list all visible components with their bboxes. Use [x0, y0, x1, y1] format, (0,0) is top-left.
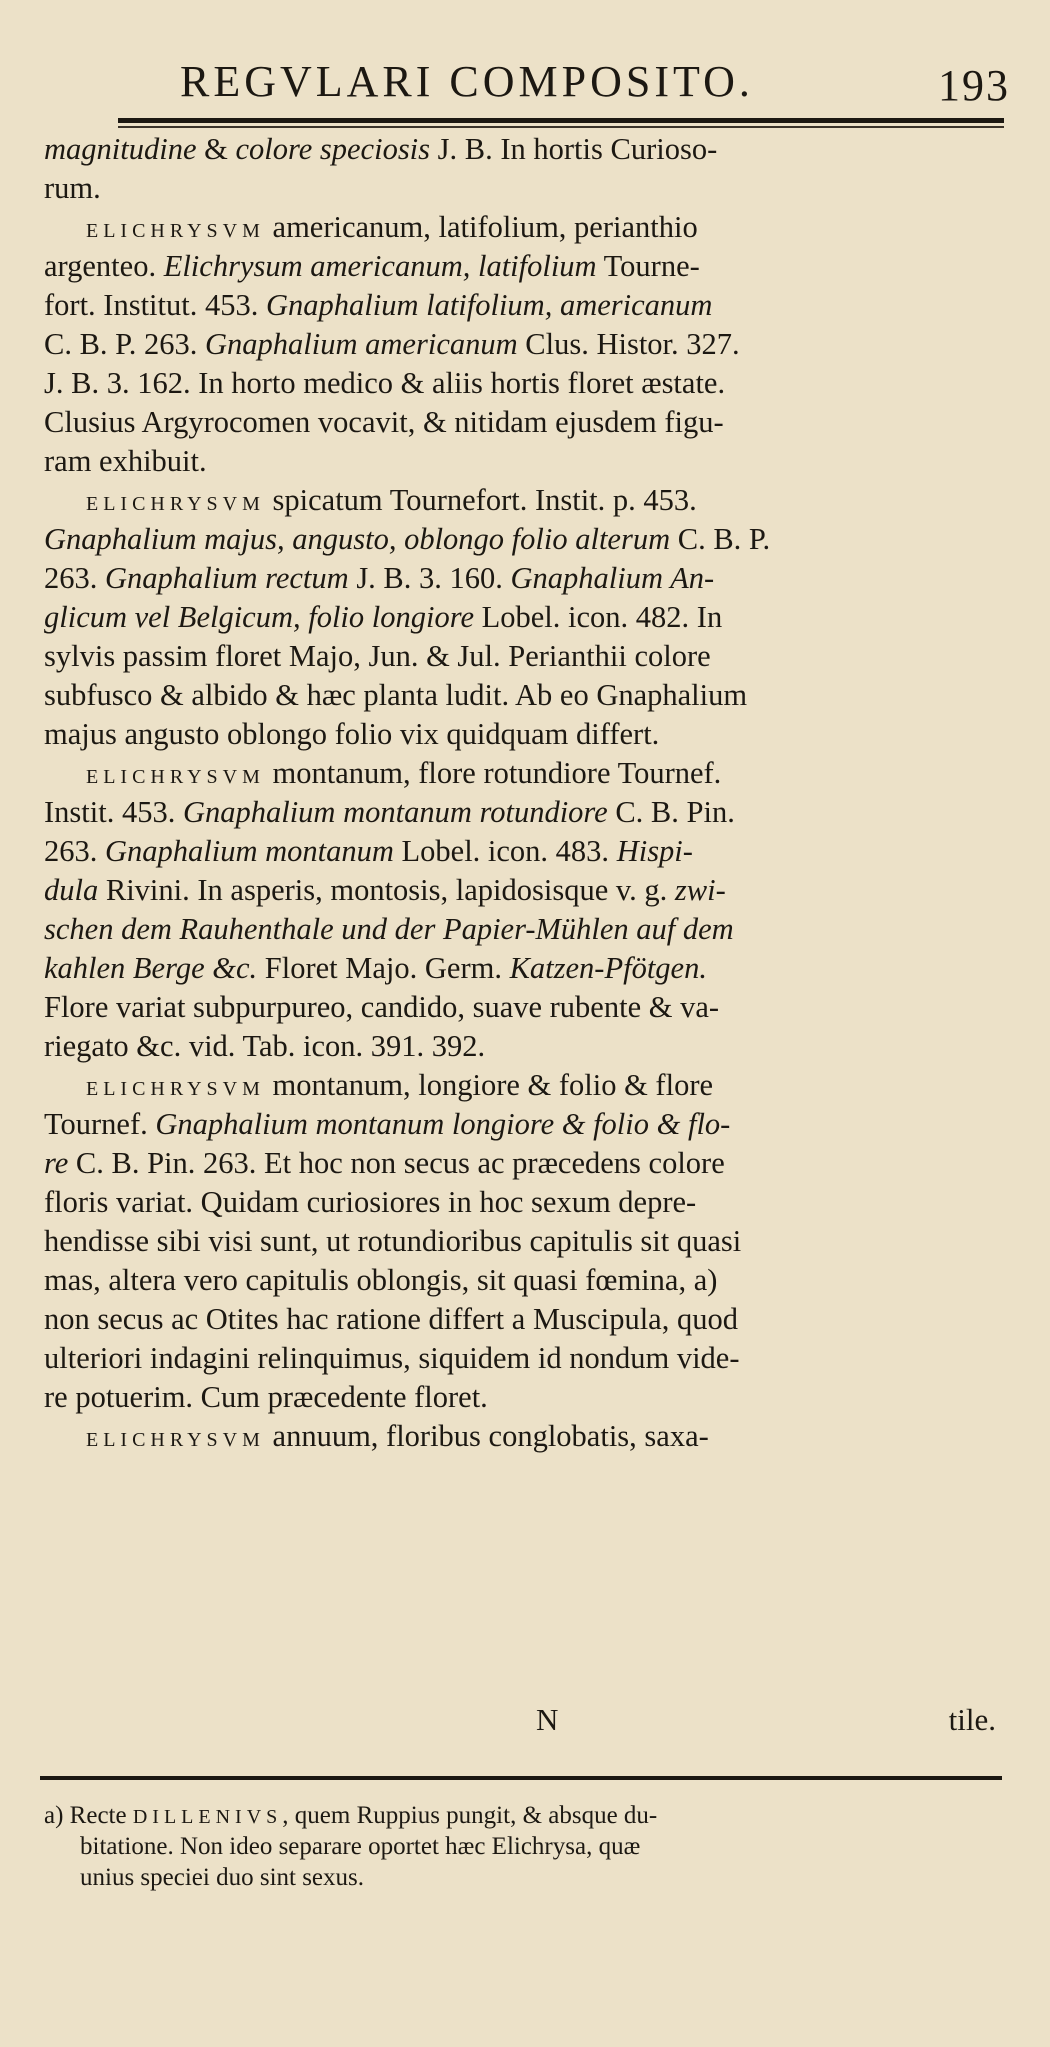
roman-run: spicatum Tournefort. Instit. p. 453.: [264, 483, 697, 517]
footnote-rule: [40, 1776, 1002, 1780]
small-caps-run: ELICHRYSVM: [86, 220, 265, 242]
small-caps-run: ELICHRYSVM: [86, 493, 265, 515]
italic-run: Gnaphalium montanum longiore & folio & flo-: [155, 1107, 731, 1141]
text-line: [44, 1339, 1002, 1378]
roman-run: C. B. P. 263.: [44, 327, 206, 361]
italic-run: Gnaphalium latifolium, americanum: [265, 288, 713, 322]
roman-run: riegato &c. vid. Tab. icon. 391. 392.: [44, 1029, 486, 1063]
roman-run: Clusius Argyrocomen vocavit, & nitidam ejusdem figu-: [44, 405, 724, 439]
page-number: 193: [938, 61, 1010, 110]
roman-run: Clus. Histor. 327.: [517, 327, 740, 361]
catch-line: [44, 1702, 1002, 1742]
header-rule: [118, 118, 1004, 123]
main-text: [44, 130, 1002, 1456]
text-line: [44, 637, 1002, 676]
roman-run: C. B. Pin.: [607, 795, 735, 829]
italic-run: Hispi-: [616, 834, 693, 868]
text-line: [44, 559, 1002, 598]
italic-run: magnitudine: [44, 132, 197, 166]
roman-run: J. B. 3. 160.: [348, 561, 511, 595]
italic-run: Gnaphalium americanum: [205, 327, 518, 361]
roman-run: majus angusto oblongo folio vix quidquam differt.: [44, 717, 660, 751]
small-caps-run: ELICHRYSVM: [86, 1078, 265, 1100]
roman-run: annuum, floribus conglobatis, saxa-: [264, 1419, 709, 1453]
text-line: [44, 988, 1002, 1027]
entry-line-elichrysum-montanum-longiore: [44, 1066, 1002, 1105]
roman-run: floris variat. Quidam curiosiores in hoc sexum depre-: [44, 1185, 697, 1219]
roman-run: J. B. 3. 162. In horto medico & aliis hortis floret æstate.: [44, 366, 726, 400]
entry-line-elichrysum-spicatum: [44, 481, 1002, 520]
text-line: [44, 1105, 1002, 1144]
italic-run: dula: [44, 873, 99, 907]
text-line: [44, 325, 1002, 364]
text-line: [44, 598, 1002, 637]
roman-run: sylvis passim floret Majo, Jun. & Jul. Perianthii colore: [44, 639, 711, 673]
roman-run: C. B. Pin. 263. Et hoc non secus ac præcedens colore: [68, 1146, 725, 1180]
italic-run: Katzen-Pfötgen.: [509, 951, 707, 985]
footnote-line: [44, 1831, 1002, 1862]
text-line: [44, 1144, 1002, 1183]
roman-run: subfusco & albido & hæc planta ludit. Ab eo Gnaphalium: [44, 678, 748, 712]
signature-mark: N: [536, 1702, 559, 1737]
roman-run: bitatione. Non ideo separare oportet hæc Elichrysa, quæ: [80, 1833, 641, 1860]
roman-run: a) Recte: [44, 1802, 133, 1829]
roman-run: non secus ac Otites hac ratione differt a Muscipula, quod: [44, 1302, 738, 1336]
italic-run: Gnaphalium An-: [510, 561, 715, 595]
roman-run: Rivini. In asperis, montosis, lapidosisque v. g.: [98, 873, 675, 907]
roman-run: unius speciei duo sint sexus.: [80, 1864, 365, 1891]
roman-run: Lobel. icon. 483.: [393, 834, 617, 868]
roman-run: Tournef.: [44, 1107, 156, 1141]
text-line: [44, 910, 1002, 949]
text-line: [44, 520, 1002, 559]
entry-line-elichrysum-annuum: [44, 1417, 1002, 1456]
roman-run: 263.: [44, 561, 105, 595]
small-caps-run: ELICHRYSVM: [86, 766, 265, 788]
footnote-line: [44, 1800, 1002, 1831]
text-line: [44, 1222, 1002, 1261]
roman-run: montanum, longiore & folio & flore: [264, 1068, 714, 1102]
small-caps-run: DILLENIVS: [132, 1806, 283, 1828]
roman-run: Tourne-: [596, 249, 700, 283]
text-line: [44, 1300, 1002, 1339]
page-header: [180, 46, 1010, 116]
text-line: [44, 1027, 1002, 1066]
text-line: [44, 286, 1002, 325]
text-line: [44, 1183, 1002, 1222]
text-line: [44, 715, 1002, 754]
text-line: [44, 442, 1002, 481]
text-line: [44, 676, 1002, 715]
italic-run: zwi-: [674, 873, 726, 907]
italic-run: colore speciosis: [235, 132, 431, 166]
italic-run: schen dem Rauhenthale und der Papier-Mühlen auf dem: [44, 912, 734, 946]
text-line: [44, 949, 1002, 988]
roman-run: rum.: [44, 171, 101, 205]
text-line: [44, 364, 1002, 403]
roman-run: C. B. P.: [670, 522, 771, 556]
roman-run: hendisse sibi visi sunt, ut rotundioribus capitulis sit quasi: [44, 1224, 742, 1258]
text-line: [44, 130, 1002, 169]
entry-line-elichrysum-americanum: [44, 208, 1002, 247]
roman-run: montanum, flore rotundiore Tournef.: [264, 756, 722, 790]
italic-run: Gnaphalium majus, angusto, oblongo folio alterum: [44, 522, 671, 556]
text-line: [44, 1378, 1002, 1417]
text-line: [44, 1261, 1002, 1300]
running-title: REGVLARI COMPOSITO.: [180, 57, 754, 106]
roman-run: Lobel. icon. 482. In: [474, 600, 723, 634]
roman-run: fort. Institut. 453.: [44, 288, 266, 322]
roman-run: argenteo.: [44, 249, 164, 283]
text-line: [44, 871, 1002, 910]
italic-run: Gnaphalium rectum: [105, 561, 349, 595]
catchword: tile.: [948, 1702, 996, 1737]
roman-run: ram exhibuit.: [44, 444, 207, 478]
text-line: [44, 832, 1002, 871]
small-caps-run: ELICHRYSVM: [86, 1429, 265, 1451]
italic-run: kahlen Berge &c.: [44, 951, 258, 985]
footnote-line: [44, 1862, 1002, 1893]
roman-run: Instit. 453.: [44, 795, 183, 829]
text-line: [44, 403, 1002, 442]
roman-run: americanum, latifolium, perianthio: [264, 210, 698, 244]
italic-run: re: [44, 1146, 69, 1180]
text-line: [44, 793, 1002, 832]
roman-run: ulteriori indagini relinquimus, siquidem id nondum vide-: [44, 1341, 740, 1375]
italic-run: Gnaphalium montanum rotundiore: [182, 795, 608, 829]
text-line: [44, 169, 1002, 208]
roman-run: Floret Majo. Germ.: [257, 951, 510, 985]
footnote: [44, 1800, 1002, 1893]
italic-run: glicum vel Belgicum, folio longiore: [44, 600, 475, 634]
roman-run: mas, altera vero capitulis oblongis, sit quasi fœmina, a): [44, 1263, 718, 1297]
roman-run: &: [196, 132, 236, 166]
roman-run: Flore variat subpurpureo, candido, suave rubente & va-: [44, 990, 720, 1024]
roman-run: 263.: [44, 834, 105, 868]
roman-run: re potuerim. Cum præcedente floret.: [44, 1380, 488, 1414]
header-rule-thin: [118, 126, 1004, 128]
text-line: [44, 247, 1002, 286]
entry-line-elichrysum-montanum: [44, 754, 1002, 793]
italic-run: Elichrysum americanum, latifolium: [163, 249, 597, 283]
roman-run: , quem Ruppius pungit, & absque du-: [282, 1802, 658, 1829]
italic-run: Gnaphalium montanum: [105, 834, 394, 868]
roman-run: J. B. In hortis Curioso-: [430, 132, 718, 166]
